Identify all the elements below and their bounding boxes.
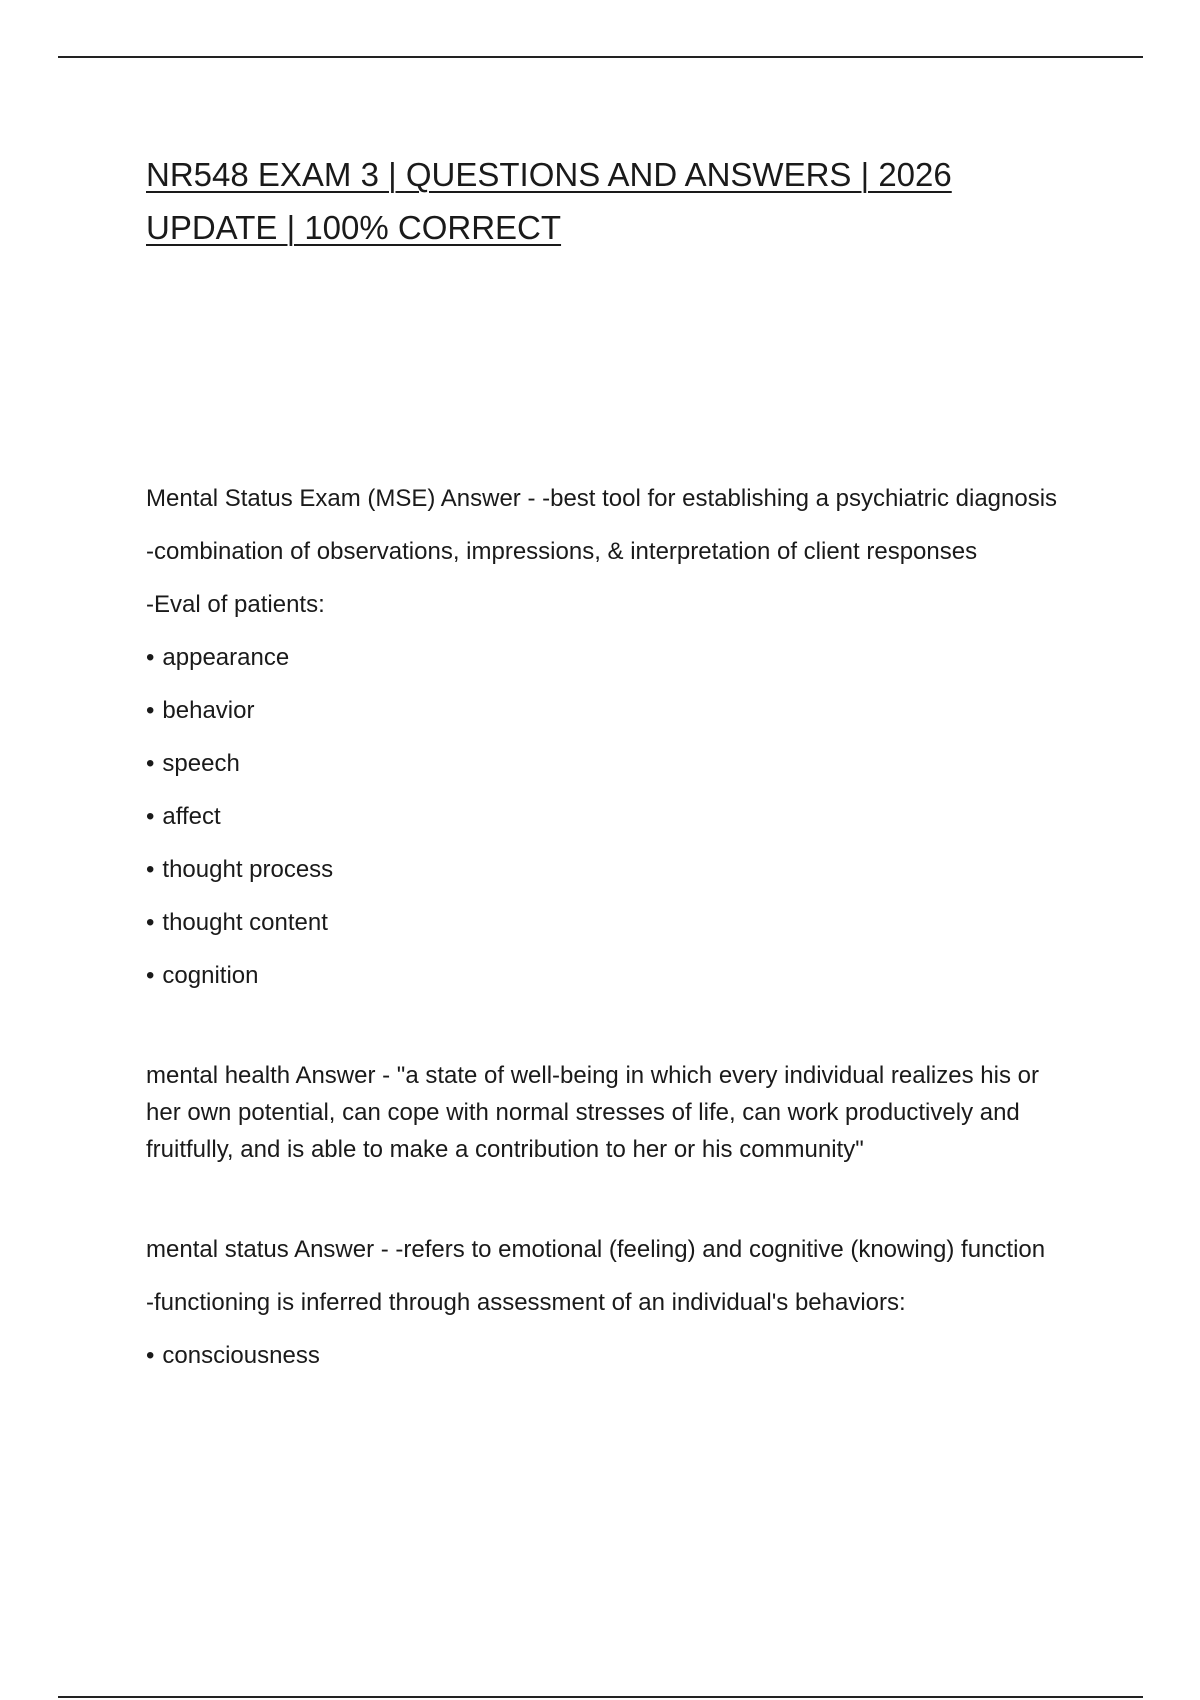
- list-item: • speech: [146, 745, 1066, 782]
- list-item: • consciousness: [146, 1337, 1066, 1374]
- document-body: [146, 480, 1066, 1390]
- list-item: • cognition: [146, 957, 1066, 994]
- entry-line: -Eval of patients:: [146, 591, 325, 618]
- entry-mental-status: [146, 1231, 1066, 1374]
- entry-lead: Mental Status Exam (MSE) Answer - -best tool for establishing a psychiatric diagnosis: [146, 485, 1058, 512]
- entry-lead: mental status Answer - -refers to emotional (feeling) and cognitive (knowing) function: [146, 1236, 1046, 1263]
- entry-line: -combination of observations, impressions, & interpretation of client responses: [146, 538, 978, 565]
- list-item: • appearance: [146, 639, 1066, 676]
- top-rule: [58, 56, 1143, 58]
- list-item: • thought content: [146, 904, 1066, 941]
- list-item: • behavior: [146, 692, 1066, 729]
- entry-mse: [146, 480, 1066, 994]
- bottom-rule: [58, 1696, 1143, 1698]
- entry-line: -functioning is inferred through assessment of an individual's behaviors:: [146, 1289, 906, 1316]
- document-title: NR548 EXAM 3 | QUESTIONS AND ANSWERS | 2026 UPDATE | 100% CORRECT: [146, 156, 952, 246]
- list-item: • affect: [146, 798, 1066, 835]
- list-item: • thought process: [146, 851, 1066, 888]
- entry-mental-health: [146, 1057, 1066, 1168]
- entry-lead: mental health Answer - "a state of well-being in which every individual realizes his or her own potential, can cope with normal stresses of life, can work productively and fruitfully, and is able to make a contribution to her or his community": [146, 1062, 1039, 1163]
